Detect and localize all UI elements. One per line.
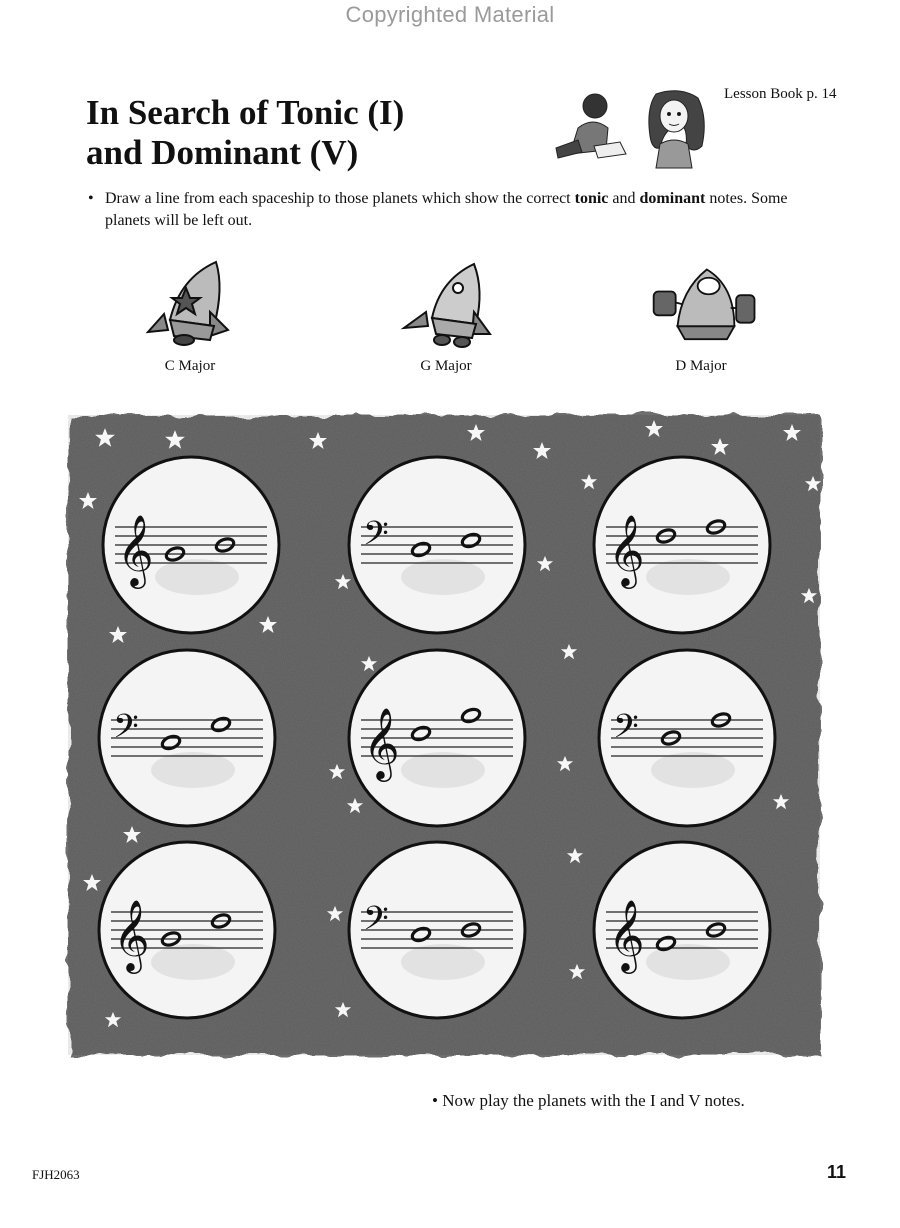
instruction-part-3: notes. Some planets will be left out. bbox=[105, 190, 788, 229]
lesson-book-reference: Lesson Book p. 14 bbox=[724, 86, 837, 102]
closing-text: Now play the planets with the I and V notes. bbox=[442, 1091, 745, 1110]
planet-crater bbox=[155, 559, 239, 595]
treble-clef-icon: 𝄞 bbox=[363, 706, 400, 779]
planet-2[interactable] bbox=[349, 457, 525, 633]
planets-grid bbox=[99, 457, 775, 1018]
girl-thinking-icon bbox=[649, 91, 704, 168]
planet-crater bbox=[646, 559, 730, 595]
ship-label-g-major: G Major bbox=[420, 358, 472, 374]
bullet: • bbox=[88, 190, 94, 207]
planet-crater bbox=[401, 752, 485, 788]
star-rocket-icon[interactable] bbox=[140, 258, 250, 358]
instruction-part-1: Draw a line from each spaceship to those planets which show the correct bbox=[105, 190, 575, 207]
treble-clef-icon: 𝄞 bbox=[608, 513, 645, 586]
bass-clef-icon: 𝄢 bbox=[363, 900, 389, 946]
planet-crater bbox=[651, 752, 735, 788]
product-code: FJH2063 bbox=[32, 1167, 80, 1182]
ship-label-d-major: D Major bbox=[675, 358, 727, 374]
planet-6[interactable] bbox=[599, 650, 775, 826]
copyright-watermark: Copyrighted Material bbox=[345, 2, 555, 27]
bass-clef-icon: 𝄢 bbox=[363, 515, 389, 561]
planet-crater bbox=[401, 944, 485, 980]
treble-clef-icon: 𝄞 bbox=[113, 898, 150, 971]
page-number: 11 bbox=[827, 1162, 847, 1182]
closing-instruction bbox=[432, 1091, 745, 1111]
treble-clef-icon: 𝄞 bbox=[117, 513, 154, 586]
space-field bbox=[60, 407, 828, 1062]
bullet: • bbox=[432, 1091, 438, 1110]
instruction-bold-dominant: dominant bbox=[639, 190, 706, 207]
boy-reading-icon bbox=[556, 94, 626, 158]
planet-4[interactable] bbox=[99, 650, 275, 826]
planet-9[interactable] bbox=[594, 842, 770, 1018]
planet-1[interactable] bbox=[103, 457, 279, 633]
pod-ship-icon[interactable] bbox=[650, 258, 760, 358]
planet-8[interactable] bbox=[349, 842, 525, 1018]
instruction-text bbox=[88, 188, 788, 232]
planet-crater bbox=[151, 752, 235, 788]
instruction-part-2: and bbox=[608, 190, 640, 207]
instruction-bold-tonic: tonic bbox=[574, 190, 609, 207]
children-illustration bbox=[548, 88, 720, 170]
planet-7[interactable] bbox=[99, 842, 275, 1018]
planet-5[interactable] bbox=[349, 650, 525, 826]
bass-clef-icon: 𝄢 bbox=[113, 708, 139, 754]
title-line-2: and Dominant (V) bbox=[86, 133, 359, 172]
planet-crater bbox=[151, 944, 235, 980]
treble-clef-icon: 𝄞 bbox=[608, 898, 645, 971]
bass-clef-icon: 𝄢 bbox=[613, 708, 639, 754]
title-line-1: In Search of Tonic (I) bbox=[86, 93, 405, 132]
planet-crater bbox=[401, 559, 485, 595]
rocket-icon[interactable] bbox=[396, 258, 506, 358]
page-title bbox=[86, 93, 404, 173]
ship-label-c-major: C Major bbox=[164, 358, 216, 374]
planet-3[interactable] bbox=[594, 457, 770, 633]
